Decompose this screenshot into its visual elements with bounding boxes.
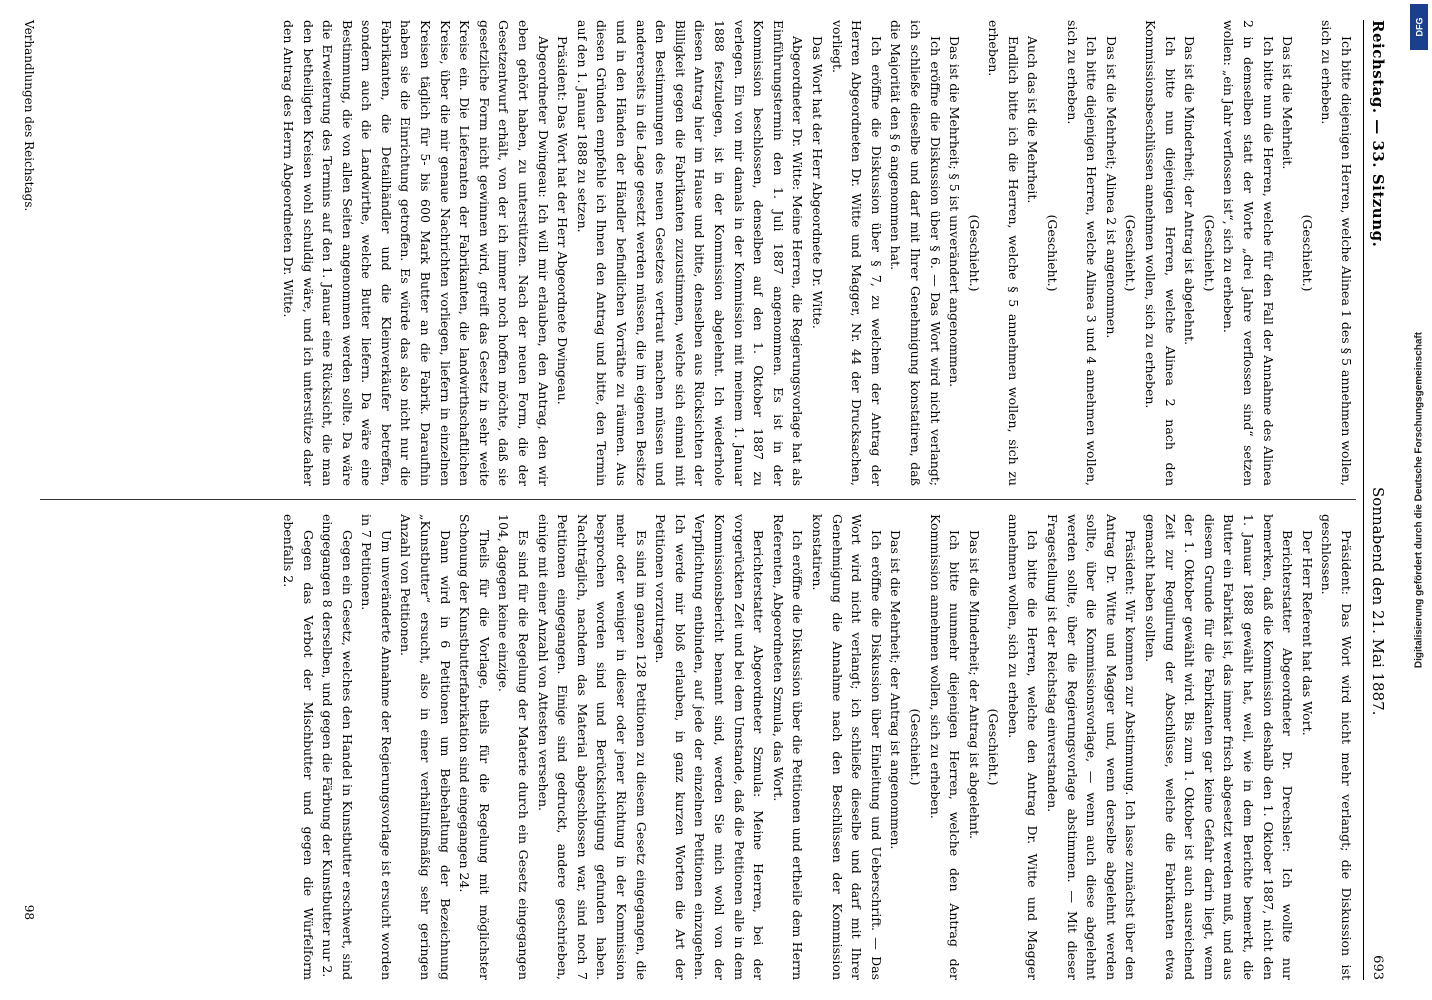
- paragraph: Das Wort hat der Herr Abgeordnete Dr. Witte.: [809, 36, 825, 329]
- page-header: [1363, 20, 1392, 980]
- paragraph: Präsident: Wir kommen zur Abstimmung. Ich lasse zunächst über den Antrag Dr. Witte und Magger und, wenn derselbe abgelehnt werden sollte, über die Kommissionsvorlage, — wenn auch diese abgelehnt werden sollte, über die Regierungsvorlage abstimmen. — Mit dieser Fragestellung ist der Reichstag einverstanden.: [1045, 514, 1139, 980]
- session-date: Sonnabend den 21. Mai 1887.: [1369, 487, 1387, 716]
- paragraph: Das ist die Mehrheit; der Antrag ist angenommen.: [888, 530, 904, 850]
- paragraph: Das ist die Mehrheit.: [1280, 36, 1296, 170]
- footer-sheet-number: 98: [22, 904, 36, 920]
- text-columns: [40, 20, 1356, 980]
- running-title: Reichstag. — 33. Sitzung.: [1369, 20, 1387, 248]
- paragraph: Berichterstatter Abgeordneter Dr. Drechsler: Ich wollte nur bemerken, daß die Kommission deshalb den 1. Oktober 1887, nicht den 1. Januar 1888 gewählt hat, weil, wie in dem Berichte bemerkt, die Butter ein Fabrikat ist, das immer frisch abgesetzt werden muß, und aus diesem Grunde für die Fabrikanten gar keine Gefahr darin liegt, wenn der 1. Oktober gewählt wird. Bis zum 1. Oktober ist auch ausreichend Zeit zur Regulirung der Abschlüsse, welche die Fabrikanten etwa gemacht haben sollten.: [1143, 514, 1296, 980]
- paragraph: (Geschieht.): [1045, 214, 1061, 292]
- paragraph: Endlich bitte ich die Herren, welche § 5 annehmen wollen, sich zu erheben.: [986, 20, 1021, 486]
- paragraph: (Geschieht.): [1201, 214, 1217, 292]
- dfg-logo-text: DFG: [1414, 17, 1424, 37]
- paragraph: Das ist die Mehrheit; Alinea 2 ist angenommen.: [1103, 36, 1119, 339]
- paragraph: Präsident: Das Wort wird nicht mehr verlangt; die Diskussion ist geschlossen.: [1319, 514, 1354, 980]
- paragraph: Das ist die Minderheit; der Antrag ist abgelehnt.: [966, 530, 982, 840]
- paragraph: (Geschieht.): [1123, 214, 1139, 292]
- paragraph: Ich bitte diejenigen Herren, welche Alinea 3 und 4 annehmen wollen, sich zu erheben.: [1064, 20, 1100, 486]
- paragraph: Ich bitte nunmehr diejenigen Herren, welche den Antrag der Kommission annehmen wollen, sich zu erheben.: [927, 514, 963, 980]
- paragraph: Ich bitte die Herren, welche den Antrag Dr. Witte und Magger annehmen wollen, sich zu erheben.: [1005, 514, 1041, 980]
- paragraph: Gegen ein Gesetz, welches den Handel in Kunstbutter erschwert, sind eingegangen 8 derselben, und gegen die Färbung der Kunstbutter nur 2.: [320, 514, 355, 980]
- paragraph: Dann wird in 6 Petitionen um Beibehaltung der Bezeichnung „Kunstbutter“ ersucht, also in einer verhältnißmäßig sehr geringen Anzahl von Petitionen.: [398, 514, 453, 980]
- right-column: [40, 514, 1356, 980]
- paragraph: (Geschieht.): [1299, 214, 1315, 292]
- paragraph: Berichterstatter Abgeordneter Szmula: Meine Herren, bei der vorgerückten Zeit und bei dem Umstande, daß die Petitionen alle in dem Kommissionsbericht benannt sind, werden Sie mich wohl von der Verpflichtung entbinden, auf jede der einzelnen Petitionen einzugehen. Ich werde mir bloß erlauben, in ganz kurzen Worten die Art der Petitionen vorzutragen.: [653, 514, 767, 980]
- paragraph: Das ist die Mehrheit; § 5 ist unverändert angenommen.: [947, 36, 963, 388]
- paragraph: (Geschieht.): [907, 708, 923, 786]
- paragraph: Präsident: Das Wort hat der Herr Abgeordnete Dwingeau.: [555, 36, 571, 405]
- paragraph: Gegen das Verbot der Mischbutter und gegen die Würfelform ebenfalls 2.: [280, 514, 316, 980]
- dfg-notice: Digitalisierung gefördert durch die Deutsche Forschungsgemeinschaft: [1413, 331, 1425, 669]
- dfg-logo: [1410, 4, 1428, 50]
- paragraph: Das ist die Minderheit; der Antrag ist abgelehnt.: [1182, 36, 1198, 346]
- left-column: [40, 20, 1356, 486]
- paragraph: Ich bitte diejenigen Herren, welche Alinea 1 des § 5 annehmen wollen, sich zu erheben.: [1319, 20, 1354, 486]
- paragraph: Ich eröffne die Diskussion über Einleitung und Ueberschrift. — Das Wort wird nicht verlangt; ich schließe dieselbe und darf mit Ihrer Genehmigung die Annahme nach den Beschlüssen der Kommission konstatiren.: [809, 514, 884, 980]
- paragraph: Theils für die Vorlage, theils für die Regelung mit möglichster Schonung der Kunstbutterfabrikation sind eingegangen 24.: [457, 514, 492, 980]
- paragraph: Ich eröffne die Diskussion über die Petitionen und ertheile dem Herrn Referenten, Abgeordneten Szmula, das Wort.: [770, 514, 806, 980]
- paragraph: Es sind im ganzen 128 Petitionen zu diesem Gesetz eingegangen, die mehr oder weniger in dieser oder jener Richtung in der Kommission besprochen worden sind und Berücksichtigung gefunden haben. Nachträglich, nachdem das Material abgeschlossen war, sind noch 7 Petitionen eingegangen. Einige sind gedruckt, andere geschrieben, einige mit einer Anzahl von Attesten versehen.: [535, 514, 649, 980]
- paragraph: Um unveränderte Annahme der Regierungsvorlage ist ersucht worden in 7 Petitionen.: [359, 514, 394, 980]
- paragraph: Ich bitte nun diejenigen Herren, welche Alinea 2 nach den Kommissionsbeschlüssen annehmen wollen, sich zu erheben.: [1143, 20, 1178, 486]
- paragraph: Ich eröffne die Diskussion über § 7, zu welchem der Antrag der Herren Abgeordneten Dr. Witte und Magger, Nr. 44 der Drucksachen, vorliegt.: [829, 20, 884, 486]
- paragraph: Der Herr Referent hat das Wort.: [1299, 530, 1315, 736]
- paragraph: (Geschieht.): [986, 708, 1002, 786]
- paragraph: Auch das ist die Mehrheit.: [1025, 36, 1041, 204]
- page-number: 693: [1370, 955, 1386, 980]
- paragraph: Abgeordneter Dwingeau: Ich will mir erlauben, den Antrag, den wir eben gehört haben, zu unterstützen. Nach der neuen Form, die der Gesetzentwurf erhält, von der ich immer noch hoffen möchte, daß sie gesetzliche Form nicht gewinnen wird, greift das Gesetz in sehr weite Kreise ein. Die Lieferanten der Fabrikanten, die landwirthschaftlichen Kreise, über die mir genaue Nachrichten vorliegen, liefern in einzelnen Kreisen täglich für 5- bis 600 Mark Butter an die Fabrik. Daraufhin haben sie die Einrichtung getroffen. Es würde das also nicht nur die Fabrikanten, die Detailhändler und die Kleinverkäufer betreffen, sondern auch die Landwirthe, welche Butter liefern. Da wäre eine Bestimmung, die von allen Seiten angenommen werden sollte. Da wäre die Erweiterung des Termins auf den 1. Januar eine Rücksicht, die man den betheiligten Kreisen wohl schuldig wäre, und ich unterstütze daher den Antrag des Herrn Abgeordneten Dr. Witte.: [280, 20, 551, 486]
- paragraph: Ich bitte nun die Herren, welche für den Fall der Annahme des Alinea 2 in demselben statt der Worte „drei Jahre verflossen sind“ setzen wollen: „ein Jahr verflossen ist“, sich zu erheben.: [1221, 20, 1276, 486]
- paragraph: Es sind für die Regelung der Materie durch ein Gesetz eingegangen 104, dagegen keine einzige.: [496, 514, 532, 980]
- paragraph: Ich eröffne die Diskussion über § 6. — Das Wort wird nicht verlangt; ich schließe dieselbe und darf mit Ihrer Genehmigung konstatiren, daß die Majorität den § 6 angenommen hat.: [888, 20, 943, 486]
- paragraph: (Geschieht.): [966, 214, 982, 292]
- footer-signature: Verhandlungen des Reichstags.: [22, 20, 36, 212]
- paragraph: Abgeordneter Dr. Witte: Meine Herren, die Regierungsvorlage hat als Einführungstermin den 1. Juli 1887 angenommen. Es ist in der Kommission beschlossen, denselben auf den 1. Oktober 1887 zu verlegen. Ein von mir damals in der Kommission mit meinem 1. Januar 1888 festzulegen, ist in der Kommission abgelehnt. Ich wiederhole diesen Antrag hier im Hause und bitte, denselben aus Rücksichten der Billigkeit gegen die Fabrikanten zuzustimmen, welche sich einmal mit den Bestimmungen des neuen Gesetzes vertraut machen müssen und andererseits in die Lage gesetzt werden müssen, die im eigenen Besitze und in den Händen der Händler befindlichen Vorräthe zu räumen. Aus diesen Gründen empfehle ich Ihnen den Antrag und bitte, den Termin auf den 1. Januar 1888 zu setzen.: [574, 20, 806, 486]
